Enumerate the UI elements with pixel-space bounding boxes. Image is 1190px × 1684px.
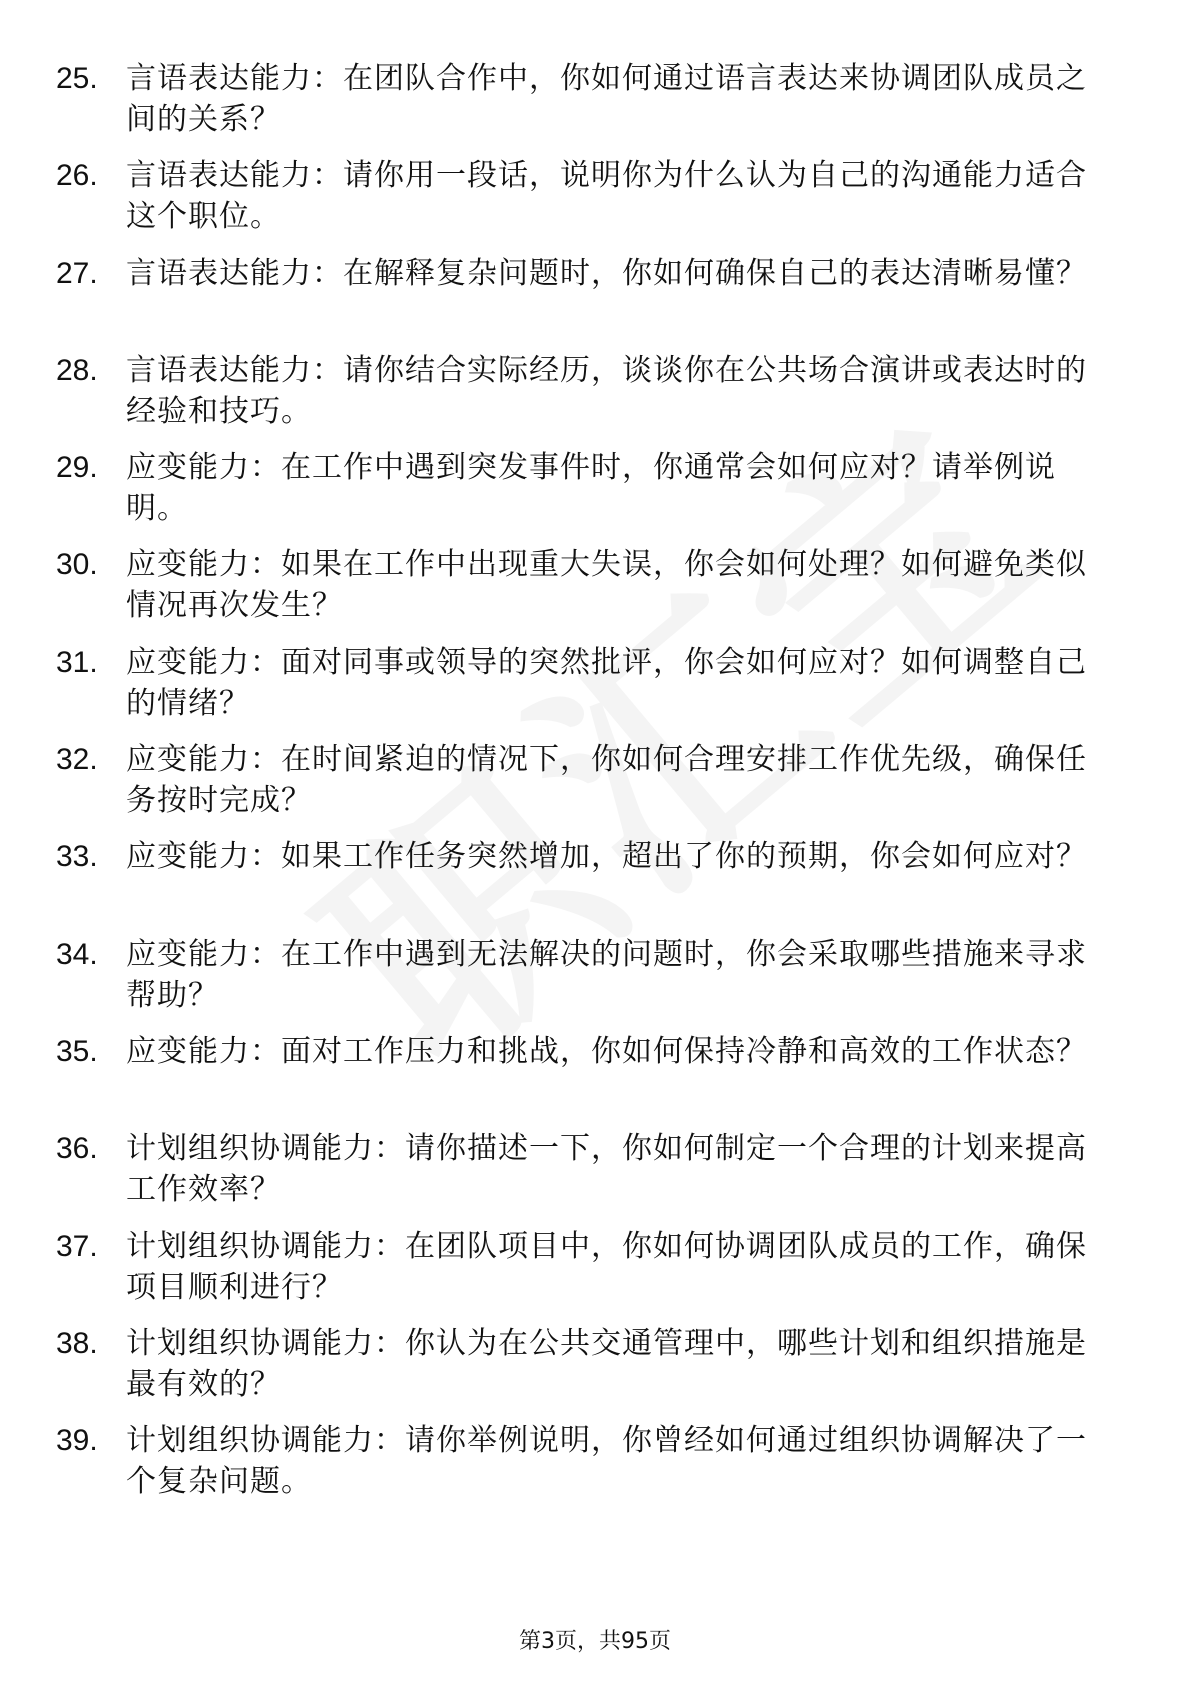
- list-item: [0, 632, 1190, 729]
- question-number: 30.: [56, 548, 98, 582]
- question-number: 26.: [56, 159, 98, 193]
- question-text: 计划组织协调能力：请你描述一下，你如何制定一个合理的计划来提高工作效率？: [126, 1131, 1087, 1208]
- list-item: [0, 437, 1190, 534]
- question-text: 计划组织协调能力：请你举例说明，你曾经如何通过组织协调解决了一个复杂问题。: [126, 1423, 1087, 1500]
- question-text: 应变能力：如果工作任务突然增加，超出了你的预期，你会如何应对？: [126, 839, 1087, 875]
- question-text: 言语表达能力：请你结合实际经历，谈谈你在公共场合演讲或表达时的经验和技巧。: [126, 352, 1087, 429]
- list-item: [0, 1021, 1190, 1118]
- question-number: 28.: [56, 353, 98, 387]
- list-item: [0, 243, 1190, 340]
- question-text: 应变能力：如果在工作中出现重大失误，你会如何处理？如何避免类似情况再次发生？: [126, 547, 1087, 624]
- list-item: [0, 924, 1190, 1021]
- question-number: 35.: [56, 1034, 98, 1068]
- question-text: 应变能力：面对工作压力和挑战，你如何保持冷静和高效的工作状态？: [126, 1033, 1087, 1069]
- question-number: 27.: [56, 256, 98, 290]
- list-item: [0, 48, 1190, 145]
- list-item: [0, 729, 1190, 826]
- question-number: 31.: [56, 645, 98, 679]
- question-list: [0, 48, 1190, 1507]
- question-text: 应变能力：在工作中遇到突发事件时，你通常会如何应对？请举例说明。: [126, 450, 1056, 527]
- list-item: [0, 340, 1190, 437]
- question-number: 34.: [56, 937, 98, 971]
- question-text: 言语表达能力：请你用一段话，说明你为什么认为自己的沟通能力适合这个职位。: [126, 158, 1087, 235]
- list-item: [0, 1410, 1190, 1507]
- question-text: 应变能力：面对同事或领导的突然批评，你会如何应对？如何调整自己的情绪？: [126, 644, 1087, 721]
- question-text: 应变能力：在时间紧迫的情况下，你如何合理安排工作优先级，确保任务按时完成？: [126, 742, 1087, 819]
- question-text: 言语表达能力：在解释复杂问题时，你如何确保自己的表达清晰易懂？: [126, 255, 1087, 291]
- question-number: 38.: [56, 1326, 98, 1360]
- question-text: 计划组织协调能力：你认为在公共交通管理中，哪些计划和组织措施是最有效的？: [126, 1325, 1087, 1402]
- question-text: 计划组织协调能力：在团队项目中，你如何协调团队成员的工作，确保项目顺利进行？: [126, 1228, 1087, 1305]
- list-item: [0, 1313, 1190, 1410]
- list-item: [0, 534, 1190, 631]
- page-number: 第3页，共95页: [519, 1629, 671, 1654]
- question-number: 29.: [56, 451, 98, 485]
- question-number: 36.: [56, 1132, 98, 1166]
- list-item: [0, 1216, 1190, 1313]
- question-text: 言语表达能力：在团队合作中，你如何通过语言表达来协调团队成员之间的关系？: [126, 61, 1087, 137]
- list-item: [0, 145, 1190, 242]
- question-number: 37.: [56, 1229, 98, 1263]
- question-number: 25.: [56, 62, 98, 95]
- list-item: [0, 826, 1190, 923]
- question-number: 39.: [56, 1424, 98, 1458]
- question-number: 32.: [56, 743, 98, 777]
- question-number: 33.: [56, 840, 98, 874]
- question-text: 应变能力：在工作中遇到无法解决的问题时，你会采取哪些措施来寻求帮助？: [126, 936, 1087, 1013]
- list-item: [0, 1118, 1190, 1215]
